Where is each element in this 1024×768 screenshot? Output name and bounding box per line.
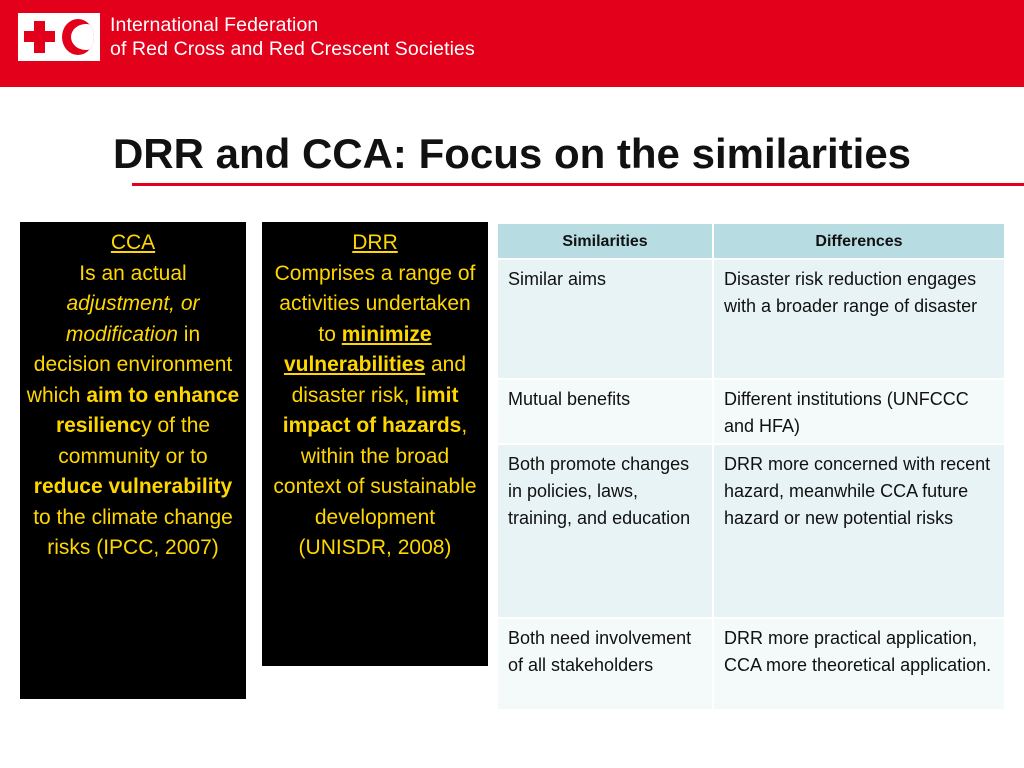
drr-text-5: , within the broad context of sustainable development (UNISDR, 2008) [273, 414, 477, 559]
table-row [497, 618, 1005, 710]
cca-heading: CCA [110, 231, 156, 254]
drr-heading: DRR [352, 231, 398, 254]
header-bar [0, 0, 1024, 87]
org-name-line1: International Federation [110, 14, 319, 36]
table-row [497, 379, 1005, 444]
slide-title: DRR and CCA: Focus on the similarities [112, 130, 912, 177]
cca-text-3: in decision environment which [26, 322, 233, 407]
table-cell-similarity: Mutual benefits [497, 379, 713, 444]
cca-text-1: Is an actual [79, 261, 187, 285]
table-cell-difference: Different institutions (UNFCCC and HFA) [713, 379, 1005, 444]
cca-definition-box [20, 222, 246, 699]
drr-text-1: Comprises a range of activities undertaken to [274, 261, 476, 346]
title-underline-rule [132, 183, 1024, 186]
cca-text-2: adjustment, or modification [65, 292, 200, 346]
drr-definition-box [262, 222, 488, 666]
red-cross-icon-bar [24, 31, 55, 42]
red-crescent-icon [62, 19, 94, 55]
drr-text-4: limit impact of hazards [282, 383, 462, 437]
table-cell-difference: DRR more concerned with recent hazard, meanwhile CCA future hazard or new potential risks [713, 444, 1005, 618]
table-cell-difference: DRR more practical application, CCA more theoretical application. [713, 618, 1005, 710]
column-header-similarities: Similarities [497, 223, 713, 259]
org-name-line2: of Red Cross and Red Crescent Societies [110, 38, 475, 60]
table-header-row [497, 223, 1005, 259]
comparison-table [496, 222, 1006, 711]
table-row [497, 444, 1005, 618]
table-cell-difference: Disaster risk reduction engages with a broader range of disaster [713, 259, 1005, 379]
cca-text-6: reduce vulnerability [33, 475, 233, 498]
drr-text-2: minimize vulnerabilities [283, 322, 432, 376]
cca-text-7: to the climate change risks (IPCC, 2007) [33, 505, 233, 559]
cca-text-4: aim to enhance resilienc [55, 383, 240, 437]
cca-text-5: y of the community or to [58, 414, 211, 468]
red-cross-red-crescent-logo [18, 13, 100, 61]
organization-name [110, 13, 475, 61]
drr-text-3: and disaster risk, [291, 353, 467, 407]
table-cell-similarity: Both promote changes in policies, laws, training, and education [497, 444, 713, 618]
column-header-differences: Differences [713, 223, 1005, 259]
table-row [497, 259, 1005, 379]
table-cell-similarity: Both need involvement of all stakeholders [497, 618, 713, 710]
table-cell-similarity: Similar aims [497, 259, 713, 379]
